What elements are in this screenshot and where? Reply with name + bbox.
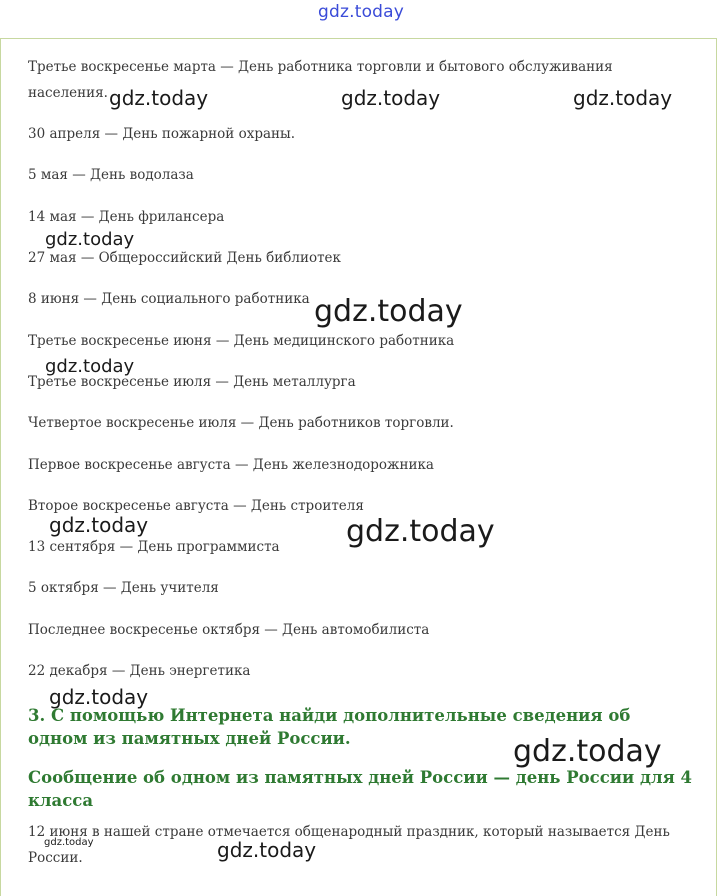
- holiday-line: 14 мая — День фрилансера: [28, 209, 225, 225]
- holiday-line: 5 мая — День водолаза: [28, 167, 194, 183]
- holiday-line: Третье воскресенье марта — День работника торговли и бытового обслуживания: [28, 59, 613, 75]
- message-paragraph: России.: [28, 850, 83, 866]
- holiday-line: Четвертое воскресенье июля — День работников торговли.: [28, 415, 454, 431]
- task-heading: одном из памятных дней России.: [28, 729, 351, 748]
- message-heading: Сообщение об одном из памятных дней России — день России для 4: [28, 768, 693, 787]
- holiday-line: 5 октября — День учителя: [28, 580, 219, 596]
- holiday-line: населения.: [28, 85, 108, 101]
- holiday-line: Третье воскресенье июня — День медицинского работника: [28, 333, 455, 349]
- watermark: gdz.today: [44, 837, 94, 848]
- holiday-line: 30 апреля — День пожарной охраны.: [28, 126, 296, 142]
- message-paragraph: 12 июня в нашей стране отмечается общенародный праздник, который называется День: [28, 824, 670, 840]
- watermark: gdz.today: [109, 86, 209, 110]
- watermark: gdz.today: [341, 86, 441, 110]
- holiday-line: 8 июня — День социального работника: [28, 291, 310, 307]
- watermark: gdz.today: [45, 356, 135, 377]
- holiday-line: Второе воскресенье августа — День строителя: [28, 498, 364, 514]
- holiday-line: 13 сентября — День программиста: [28, 539, 280, 555]
- watermark: gdz.today: [513, 734, 662, 769]
- watermark: gdz.today: [49, 513, 149, 537]
- holiday-line: 27 мая — Общероссийский День библиотек: [28, 250, 341, 266]
- watermark: gdz.today: [346, 514, 495, 549]
- message-heading: класса: [28, 791, 94, 810]
- watermark: gdz.today: [45, 229, 135, 250]
- holiday-line: 22 декабря — День энергетика: [28, 663, 251, 679]
- site-header: [0, 0, 719, 38]
- watermark: gdz.today: [573, 86, 673, 110]
- holiday-line: Первое воскресенье августа — День железнодорожника: [28, 457, 434, 473]
- site-logo[interactable]: gdz.today: [318, 2, 405, 22]
- task-heading: 3. С помощью Интернета найди дополнительные сведения об: [28, 706, 631, 725]
- holiday-line: Третье воскресенье июля — День металлурга: [28, 374, 356, 390]
- watermark: gdz.today: [314, 294, 463, 329]
- holiday-line: Последнее воскресенье октября — День автомобилиста: [28, 622, 430, 638]
- watermark: gdz.today: [49, 685, 149, 709]
- watermark: gdz.today: [217, 838, 317, 862]
